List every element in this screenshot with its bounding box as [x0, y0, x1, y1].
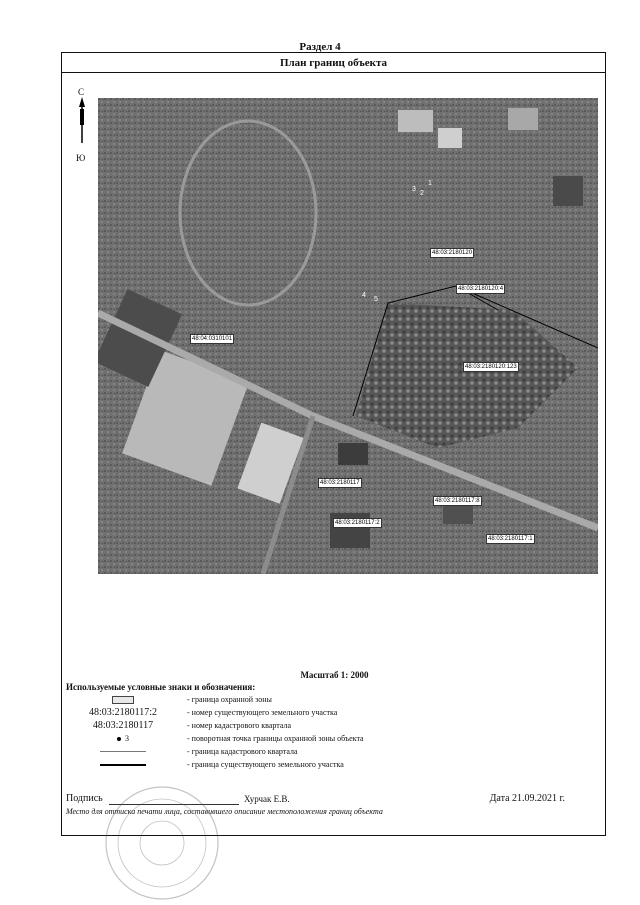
- legend-description: - граница кадастрового квартала: [187, 747, 298, 756]
- seal-note: Место для оттиска печати лица, составившего описание местоположения границ объекта: [66, 807, 383, 816]
- legend-description: - номер кадастрового квартала: [187, 721, 292, 730]
- parcel-label: 48:03:2180117: [320, 480, 360, 486]
- parcel-label: 48:04:0310101: [192, 336, 233, 342]
- parcel-label: 48:03:2180117:8: [435, 498, 480, 504]
- satellite-map: [98, 98, 598, 574]
- legend-item: [62, 746, 607, 759]
- legend-item: [62, 733, 607, 746]
- boundary-point-label: 1: [428, 180, 432, 187]
- legend-item: [62, 720, 607, 733]
- legend-description: - поворотная точка границы охранной зоны объекта: [187, 734, 364, 743]
- turning-point-icon: [117, 737, 121, 741]
- legend-description: - граница охранной зоны: [187, 695, 272, 704]
- parcel-label: 48:03:2180120: [432, 250, 473, 256]
- boundary-point-label: 5: [374, 296, 378, 303]
- legend-title: Используемые условные знаки и обозначения:: [66, 682, 256, 692]
- parcel-label: 48:03:2180120:4: [458, 286, 504, 292]
- map-scale: Масштаб 1: 2000: [300, 670, 369, 680]
- legend-symbol: 48:03:2180117:2: [89, 707, 157, 718]
- boundary-point-label: 4: [362, 292, 366, 299]
- plan-frame: [61, 52, 606, 836]
- boundary-point-label: 3: [412, 186, 416, 193]
- signature-label: Подпись: [66, 793, 103, 804]
- protection-zone-swatch-icon: [112, 696, 134, 704]
- north-arrow-icon: [74, 87, 94, 165]
- compass-south-label: Ю: [76, 153, 86, 163]
- parcel-label: 48:03:2180120:123: [465, 364, 517, 370]
- legend-symbol: 3: [125, 734, 129, 743]
- legend-description: - номер существующего земельного участка: [187, 708, 338, 717]
- legend-item: [62, 694, 607, 707]
- plan-title: План границ объекта: [62, 53, 605, 73]
- parcel-label: 48:03:2180117:2: [335, 520, 380, 526]
- seal-stamp-icon: [102, 783, 222, 903]
- boundary-point-label: 2: [420, 190, 424, 197]
- signer-name: Хурчак Е.В.: [244, 794, 290, 804]
- legend-symbol: 48:03:2180117: [92, 720, 154, 731]
- legend-description: - граница существующего земельного участка: [187, 760, 344, 769]
- parcel-label: 48:03:2180117:1: [488, 536, 533, 542]
- legend-item: [62, 707, 607, 720]
- quarter-boundary-line-icon: [100, 751, 146, 752]
- signature-date: Дата 21.09.2021 г.: [489, 793, 565, 804]
- section-title: Раздел 4: [299, 41, 341, 53]
- compass-north-label: С: [78, 87, 85, 97]
- legend-item: [62, 759, 607, 772]
- parcel-boundary-line-icon: [100, 764, 146, 766]
